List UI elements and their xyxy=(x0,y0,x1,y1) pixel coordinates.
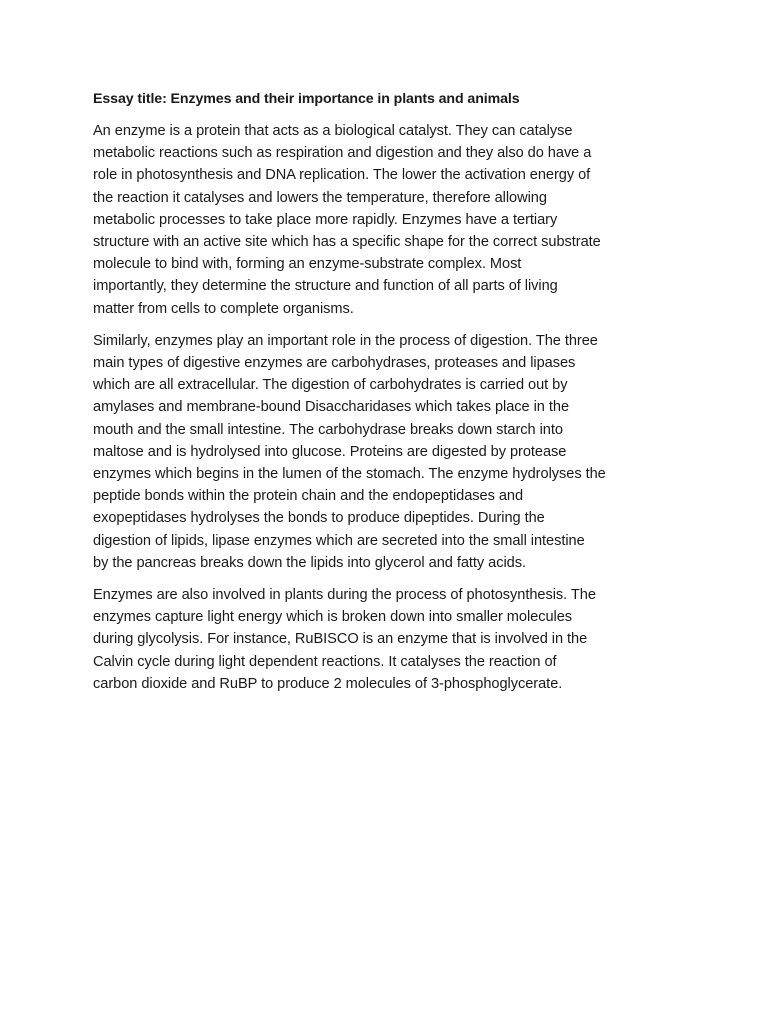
paragraph-line: matter from cells to complete organisms. xyxy=(93,300,354,317)
paragraph-line: by the pancreas breaks down the lipids into glycerol and fatty acids. xyxy=(93,554,526,571)
paragraph-line: main types of digestive enzymes are carbohydrases, proteases and lipases xyxy=(93,355,576,372)
paragraph-3 xyxy=(93,584,683,695)
paragraph-line: carbon dioxide and RuBP to produce 2 molecules of 3-phosphoglycerate. xyxy=(93,675,563,692)
paragraph-line: digestion of lipids, lipase enzymes which are secreted into the small intestine xyxy=(93,532,585,549)
paragraph-line: enzymes capture light energy which is broken down into smaller molecules xyxy=(93,609,573,626)
paragraph-line: the reaction it catalyses and lowers the temperature, therefore allowing xyxy=(93,189,547,206)
paragraph-line: exopeptidases hydrolyses the bonds to produce dipeptides. During the xyxy=(93,510,545,527)
paragraph-line: metabolic processes to take place more rapidly. Enzymes have a tertiary xyxy=(93,211,558,228)
paragraph-line: role in photosynthesis and DNA replication. The lower the activation energy of xyxy=(93,167,591,184)
paragraph-line: structure with an active site which has a specific shape for the correct substrate xyxy=(93,234,601,251)
paragraph-line: molecule to bind with, forming an enzyme-substrate complex. Most xyxy=(93,256,522,273)
paragraph-line: metabolic reactions such as respiration and digestion and they also do have a xyxy=(93,145,592,162)
paragraph-line: An enzyme is a protein that acts as a biological catalyst. They can catalyse xyxy=(93,123,573,139)
paragraph-line: Calvin cycle during light dependent reactions. It catalyses the reaction of xyxy=(93,653,557,670)
paragraph-line: maltose and is hydrolysed into glucose. Proteins are digested by protease xyxy=(93,443,567,460)
paragraph-line: enzymes which begins in the lumen of the stomach. The enzyme hydrolyses the xyxy=(93,466,606,483)
paragraph-line: which are all extracellular. The digestion of carbohydrates is carried out by xyxy=(93,377,568,394)
paragraph-1 xyxy=(93,120,683,320)
essay-title: Essay title: Enzymes and their importance in plants and animals xyxy=(93,91,520,107)
paragraph-line: importantly, they determine the structure and function of all parts of living xyxy=(93,278,558,295)
paragraph-line: mouth and the small intestine. The carbohydrase breaks down starch into xyxy=(93,421,563,438)
paragraph-line: Similarly, enzymes play an important role in the process of digestion. The three xyxy=(93,332,598,349)
document-page xyxy=(93,88,683,705)
paragraph-line: during glycolysis. For instance, RuBISCO is an enzyme that is involved in the xyxy=(93,631,588,648)
paragraph-2 xyxy=(93,330,683,574)
paragraph-line: Enzymes are also involved in plants during the process of photosynthesis. The xyxy=(93,587,596,604)
paragraph-line: peptide bonds within the protein chain and the endopeptidases and xyxy=(93,488,524,505)
paragraph-line: amylases and membrane-bound Disaccharidases which takes place in the xyxy=(93,399,570,416)
